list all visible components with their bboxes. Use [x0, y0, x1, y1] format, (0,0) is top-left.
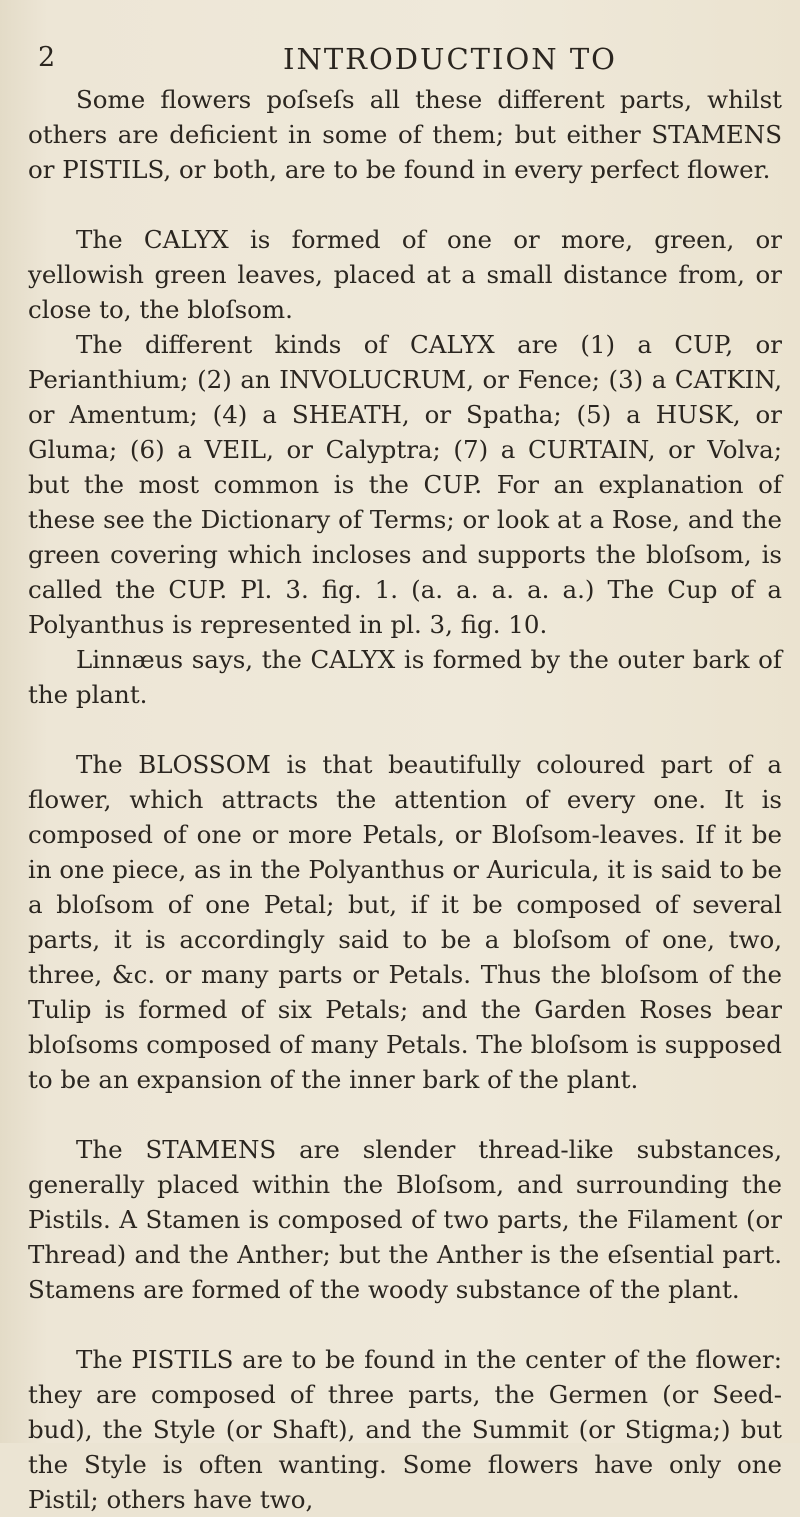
- paragraph-pistils: The PISTILS are to be found in the center of the flower: they are composed of three parts, the Germen (or Seed-bud), the Style (or Shaft), and the Summit (or Stigma;) but the Style is often wanting. Some flowers have only one Pistil; others have two,: [28, 1345, 782, 1514]
- paragraph-linnaeus: Linnæus says, the CALYX is formed by the outer bark of the plant.: [28, 645, 782, 709]
- paragraph-calyx: The CALYX is formed of one or more, green, or yellowish green leaves, placed at a small distance from, or close to, the bloſsom.: [28, 225, 782, 324]
- page-number: 2: [38, 42, 56, 73]
- paragraph-blossom: The BLOSSOM is that beautifully coloured part of a flower, which attracts the attention of every one. It is composed of one or more Petals, or Bloſsom-leaves. If it be in one piece, as in the Polyanthus or Auricula, it is said to be a bloſsom of one Petal; but, if it be composed of several parts, it is accordingly said to be a bloſsom of one, two, three, &c. or many parts or Petals. Thus the bloſsom of the Tulip is formed of six Petals; and the Garden Roses bear bloſsoms composed of many Petals. The bloſsom is supposed to be an expansion of the inner bark of the plant.: [28, 750, 782, 1094]
- paragraph-stamens-pistils: Some flowers poſseſs all these different parts, whilst others are deficient in some of them; but either STAMENS or PISTILS, or both, are to be found in every perfect flower.: [28, 85, 782, 184]
- page-header: [28, 0, 782, 82]
- running-head: INTRODUCTION TO: [283, 42, 617, 76]
- paragraph-calyx-kinds: The different kinds of CALYX are (1) a CUP, or Perianthium; (2) an INVOLUCRUM, or Fence; (3) a CATKIN, or Amentum; (4) a SHEATH, or Spatha; (5) a HUSK, or Gluma; (6) a VEIL, or Calyptra; (7) a CURTAIN, or Volva; but the most common is the CUP. For an explanation of these see the Dictionary of Terms; or look at a Rose, and the green covering which incloses and supports the bloſsom, is called the CUP. Pl. 3. fig. 1. (a. a. a. a. a.) The Cup of a Polyanthus is represented in pl. 3, fig. 10.: [28, 330, 782, 639]
- paragraph-stamens: The STAMENS are slender thread-like substances, generally placed within the Bloſsom, and surrounding the Pistils. A Stamen is composed of two parts, the Filament (or Thread) and the Anther; but the Anther is the eſsential part. Stamens are formed of the woody substance of the plant.: [28, 1135, 782, 1304]
